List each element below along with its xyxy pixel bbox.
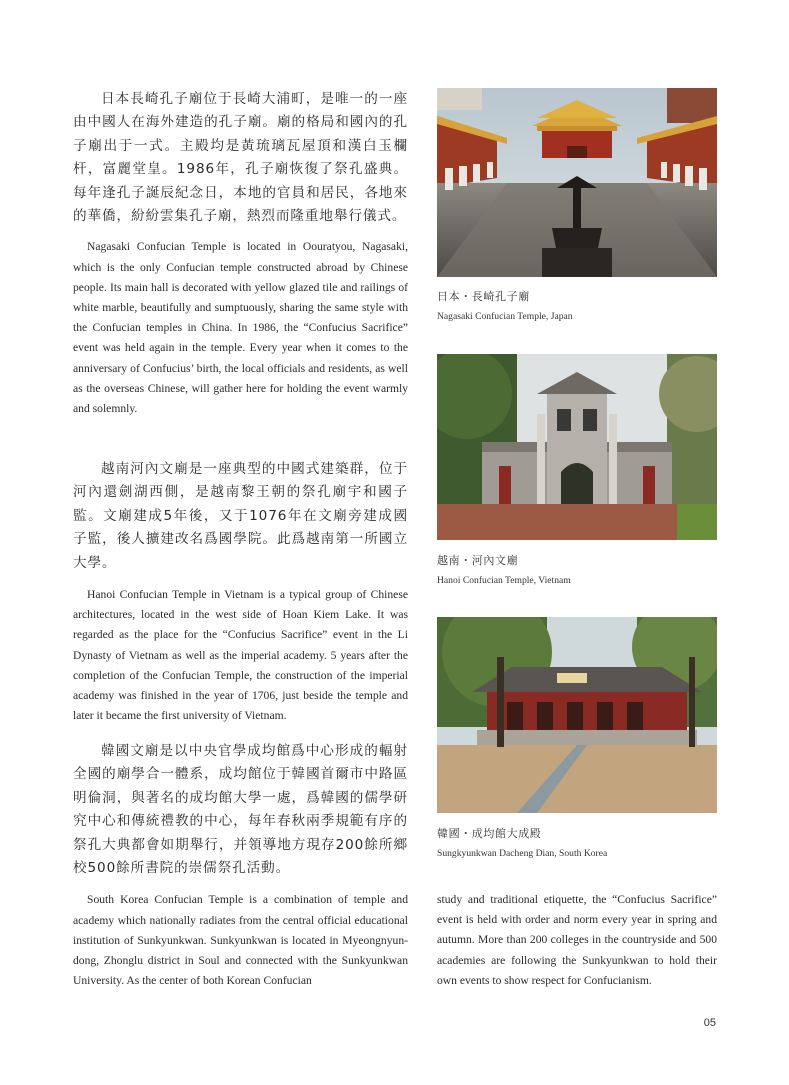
hanoi-temple-image (437, 354, 717, 540)
nagasaki-temple-image (437, 88, 717, 277)
section-nagasaki (73, 88, 408, 419)
korea-text-zh: 韓國文廟是以中央官學成均館爲中心形成的輻射全國的廟學合一體系，成均館位于韓國首爾市中路區明倫洞，與著名的成均館大學一處，爲韓國的儒學研究中心和傳統禮教的中心，每年春秋兩季規範有序的祭孔大典都會如期舉行，并領導地方現存200餘所鄉校500餘所書院的崇儒祭孔活動。 (73, 743, 408, 877)
caption-sungkyunkwan-zh: 韓國・成均館大成殿 (437, 827, 542, 840)
caption-nagasaki-zh: 日本・長崎孔子廟 (437, 290, 530, 303)
caption-nagasaki-en: Nagasaki Confucian Temple, Japan (437, 311, 573, 322)
korea-text-en-left: South Korea Confucian Temple is a combination of temple and academy which nationally radiates from the central official educational institution of Sunkyunkwan. Sunkyunkwan is located in Myeongnyun-dong, Zhonglu district in Soul and connected with the Sunkyunkwan University. As the center of both Korean Confucian (73, 893, 408, 988)
section-korea (73, 740, 408, 991)
caption-hanoi-en: Hanoi Confucian Temple, Vietnam (437, 575, 571, 586)
photo-hanoi-temple (437, 354, 717, 540)
hanoi-text-en: Hanoi Confucian Temple in Vietnam is a typical group of Chinese architectures, located in the west side of Hoan Kiem Lake. It was regarded as the place for the “Confucius Sacrifice” event in the Li Dynasty of Vietnam as well as the imperial academy. 5 years after the completion of the Confucian Temple, the construction of the imperial academy was finished in the year of 1706, just beside the temple and later it became the first university of Vietnam. (73, 588, 408, 723)
nagasaki-text-zh: 日本長崎孔子廟位于長崎大浦町，是唯一的一座由中國人在海外建造的孔子廟。廟的格局和國內的孔子廟出于一式。主殿均是黃琉璃瓦屋頂和漢白玉欄杆，富麗堂皇。1986年，孔子廟恢復了祭孔盛典。每年逢孔子誕辰紀念日，本地的官員和居民，各地來的華僑，紛紛雲集孔子廟，熱烈而隆重地舉行儀式。 (73, 91, 408, 225)
caption-sungkyunkwan-en: Sungkyunkwan Dacheng Dian, South Korea (437, 848, 608, 859)
korea-text-en-right: study and traditional etiquette, the “Confucius Sacrifice” event is held with order and norm every year in spring and autumn. More than 200 colleges in the countryside and 500 academies are following the Sunkyunkwan to hold their own events to show respect for Confucianism. (437, 893, 717, 987)
sungkyunkwan-hall-image (437, 617, 717, 813)
photo-sungkyunkwan-hall (437, 617, 717, 813)
korea-text-en-right-column (437, 890, 717, 991)
nagasaki-text-en: Nagasaki Confucian Temple is located in Oouratyou, Nagasaki, which is the only Confucian temple constructed abroad by Chinese people. Its main hall is decorated with yellow glazed tile and railings of white marble, beautifully and sumptuously, sharing the same style with the Confucian temples in China. In 1986, the “Confucius Sacrifice” event was held again in the temple. Every year when it comes to the anniversary of Confucius’ birth, the local officials and residents, as well as the overseas Chinese, will gather here for holding the event warmly and solemnly. (73, 240, 408, 416)
hanoi-text-zh: 越南河內文廟是一座典型的中國式建築群，位于河內還劍湖西側，是越南黎王朝的祭孔廟宇和國子監。文廟建成5年後，又于1076年在文廟旁建成國子監，後人擴建改名爲國學院。此爲越南第一所國立大學。 (73, 461, 408, 571)
page-number: 05 (703, 1017, 716, 1029)
section-hanoi (73, 458, 408, 726)
caption-hanoi-zh: 越南・河內文廟 (437, 554, 519, 567)
photo-nagasaki-temple (437, 88, 717, 277)
